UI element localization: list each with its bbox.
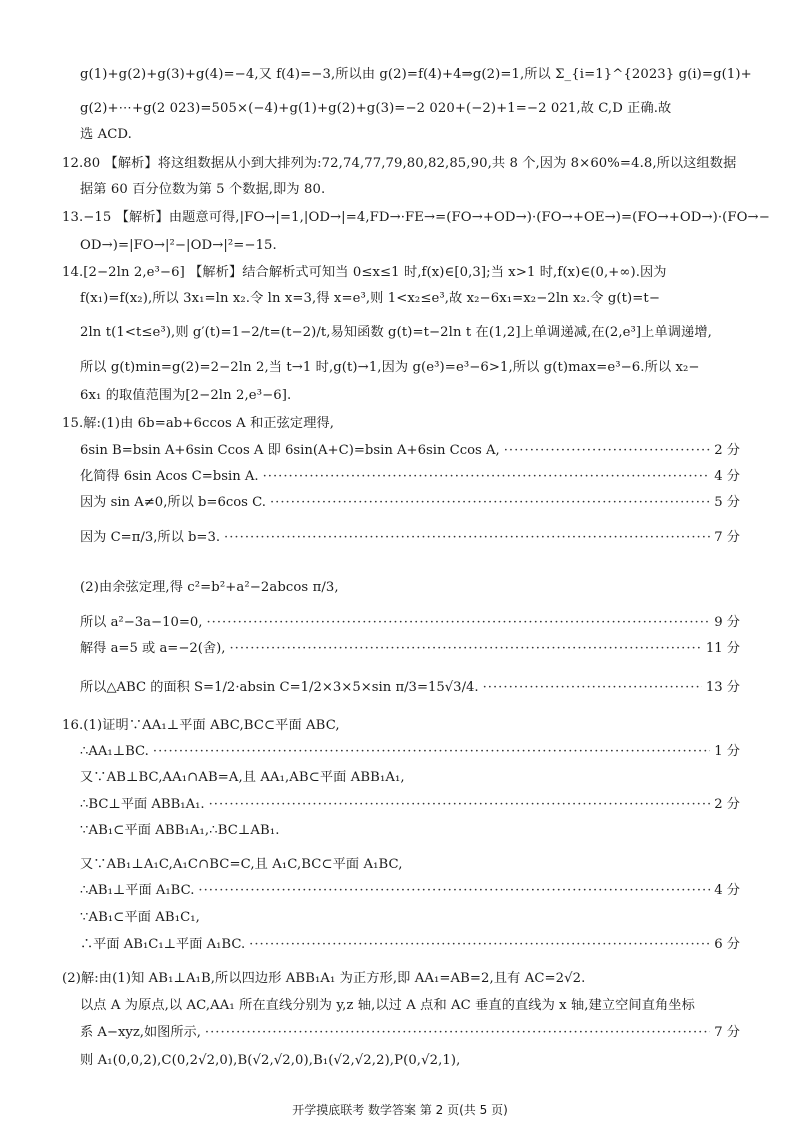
q12-line-1: 12.80 【解析】将这组数据从小到大排列为:72,74,77,79,80,82,85,90,共 8 个,因为 8×60%=4.8,所以这组数据 bbox=[62, 156, 737, 171]
score-points: 4 分 bbox=[714, 883, 740, 898]
score-points: 9 分 bbox=[714, 615, 740, 630]
step-text: 所以△ABC 的面积 S=1/2·absin C=1/2×3×5×sin π/3=15√3/4. bbox=[80, 680, 479, 695]
leader-dots bbox=[198, 882, 710, 900]
q16-step-1 bbox=[80, 743, 740, 761]
score-points: 1 分 bbox=[714, 744, 740, 759]
q11-line-1: g(1)+g(2)+g(3)+g(4)=−4,又 f(4)=−3,所以由 g(2)=f(4)+4⇒g(2)=1,所以 Σ_{i=1}^{2023} g(i)=g(1)+ bbox=[80, 67, 752, 82]
q13-line-1: 13.−15 【解析】由题意可得,|FO→|=1,|OD→|=4,FD→·FE→=(FO→+OD→)·(FO→+OE→)=(FO→+OD→)·(FO→− bbox=[62, 210, 770, 225]
q16-step-2 bbox=[80, 796, 740, 814]
q16-line-5: ∵AB₁⊂平面 AB₁C₁, bbox=[80, 910, 200, 925]
q16-step-5 bbox=[80, 1024, 740, 1042]
step-text: ∴BC⊥平面 ABB₁A₁. bbox=[80, 797, 205, 812]
q13-line-2: OD→)=|FO→|²−|OD→|²=−15. bbox=[80, 238, 277, 253]
q15-step-6 bbox=[80, 640, 740, 658]
score-points: 7 分 bbox=[714, 530, 740, 545]
q15-intro: 15.解:(1)由 6b=ab+6ccos A 和正弦定理得, bbox=[62, 416, 335, 431]
q15-step-3 bbox=[80, 494, 740, 512]
page-footer: 开学摸底联考 数学答案 第 2 页(共 5 页) bbox=[292, 1103, 508, 1117]
leader-dots bbox=[153, 743, 710, 761]
leader-dots bbox=[224, 529, 710, 547]
score-points: 11 分 bbox=[705, 641, 740, 656]
q15-step-2 bbox=[80, 468, 740, 486]
step-text: 化简得 6sin Acos C=bsin A. bbox=[80, 469, 259, 484]
score-points: 4 分 bbox=[714, 469, 740, 484]
q15-step-5 bbox=[80, 614, 740, 632]
q16-part-2: (2)解:由(1)知 AB₁⊥A₁B,所以四边形 ABB₁A₁ 为正方形,即 AA₁=AB=2,且有 AC=2√2. bbox=[62, 971, 586, 986]
q14-line-1: 14.[2−2ln 2,e³−6] 【解析】结合解析式可知当 0≤x≤1 时,f(x)∈[0,3];当 x>1 时,f(x)∈(0,+∞).因为 bbox=[62, 265, 667, 280]
q14-line-3: 2ln t(1<t≤e³),则 g′(t)=1−2/t=(t−2)/t,易知函数 g(t)=t−2ln t 在(1,2]上单调递减,在(2,e³]上单调递增, bbox=[80, 325, 712, 340]
q16-line-7: 以点 A 为原点,以 AC,AA₁ 所在直线分别为 y,z 轴,以过 A 点和 AC 垂直的直线为 x 轴,建立空间直角坐标 bbox=[80, 998, 695, 1013]
score-points: 5 分 bbox=[714, 495, 740, 510]
q15-part-2: (2)由余弦定理,得 c²=b²+a²−2abcos π/3, bbox=[80, 580, 339, 595]
step-text: 解得 a=5 或 a=−2(舍), bbox=[80, 641, 226, 656]
step-text: 因为 sin A≠0,所以 b=6cos C. bbox=[80, 495, 266, 510]
q16-line-2: 又∵AB⊥BC,AA₁∩AB=A,且 AA₁,AB⊂平面 ABB₁A₁, bbox=[80, 770, 405, 785]
q14-line-5: 6x₁ 的取值范围为[2−2ln 2,e³−6]. bbox=[80, 388, 292, 403]
score-points: 6 分 bbox=[714, 937, 740, 952]
step-text: 所以 a²−3a−10=0, bbox=[80, 615, 203, 630]
q11-line-3: 选 ACD. bbox=[80, 127, 132, 142]
q12-line-2: 据第 60 百分位数为第 5 个数据,即为 80. bbox=[80, 182, 326, 197]
q14-line-4: 所以 g(t)min=g(2)=2−2ln 2,当 t→1 时,g(t)→1,因为 g(e³)=e³−6>1,所以 g(t)max=e³−6.所以 x₂− bbox=[80, 360, 700, 375]
q16-line-4: 又∵AB₁⊥A₁C,A₁C∩BC=C,且 A₁C,BC⊂平面 A₁BC, bbox=[80, 857, 403, 872]
q14-line-2: f(x₁)=f(x₂),所以 3x₁=ln x₂.令 ln x=3,得 x=e³,则 1<x₂≤e³,故 x₂−6x₁=x₂−2ln x₂.令 g(t)=t− bbox=[80, 291, 660, 306]
leader-dots bbox=[229, 640, 701, 658]
leader-dots bbox=[263, 468, 711, 486]
q15-step-1 bbox=[80, 442, 740, 460]
step-text: 6sin B=bsin A+6sin Ccos A 即 6sin(A+C)=bsin A+6sin Ccos A, bbox=[80, 443, 500, 458]
leader-dots bbox=[249, 936, 710, 954]
q16-line-8: 则 A₁(0,0,2),C(0,2√2,0),B(√2,√2,0),B₁(√2,√2,2),P(0,√2,1), bbox=[80, 1053, 461, 1068]
leader-dots bbox=[205, 1024, 710, 1042]
q15-step-4 bbox=[80, 529, 740, 547]
step-text: 系 A−xyz,如图所示, bbox=[80, 1025, 201, 1040]
step-text: ∴平面 AB₁C₁⊥平面 A₁BC. bbox=[80, 937, 246, 952]
leader-dots bbox=[483, 679, 702, 697]
q16-line-3: ∵AB₁⊂平面 ABB₁A₁,∴BC⊥AB₁. bbox=[80, 823, 280, 838]
leader-dots bbox=[270, 494, 710, 512]
step-text: ∴AA₁⊥BC. bbox=[80, 744, 149, 759]
q16-step-3 bbox=[80, 882, 740, 900]
score-points: 2 分 bbox=[714, 443, 740, 458]
q11-line-2: g(2)+⋯+g(2 023)=505×(−4)+g(1)+g(2)+g(3)=−2 020+(−2)+1=−2 021,故 C,D 正确.故 bbox=[80, 101, 672, 116]
q15-step-7 bbox=[80, 679, 740, 697]
score-points: 13 分 bbox=[705, 680, 740, 695]
step-text: ∴AB₁⊥平面 A₁BC. bbox=[80, 883, 195, 898]
q16-step-4 bbox=[80, 936, 740, 954]
leader-dots bbox=[504, 442, 710, 460]
step-text: 因为 C=π/3,所以 b=3. bbox=[80, 530, 221, 545]
score-points: 7 分 bbox=[714, 1025, 740, 1040]
leader-dots bbox=[209, 796, 711, 814]
score-points: 2 分 bbox=[714, 797, 740, 812]
q16-intro: 16.(1)证明∵AA₁⊥平面 ABC,BC⊂平面 ABC, bbox=[62, 718, 340, 733]
leader-dots bbox=[206, 614, 710, 632]
